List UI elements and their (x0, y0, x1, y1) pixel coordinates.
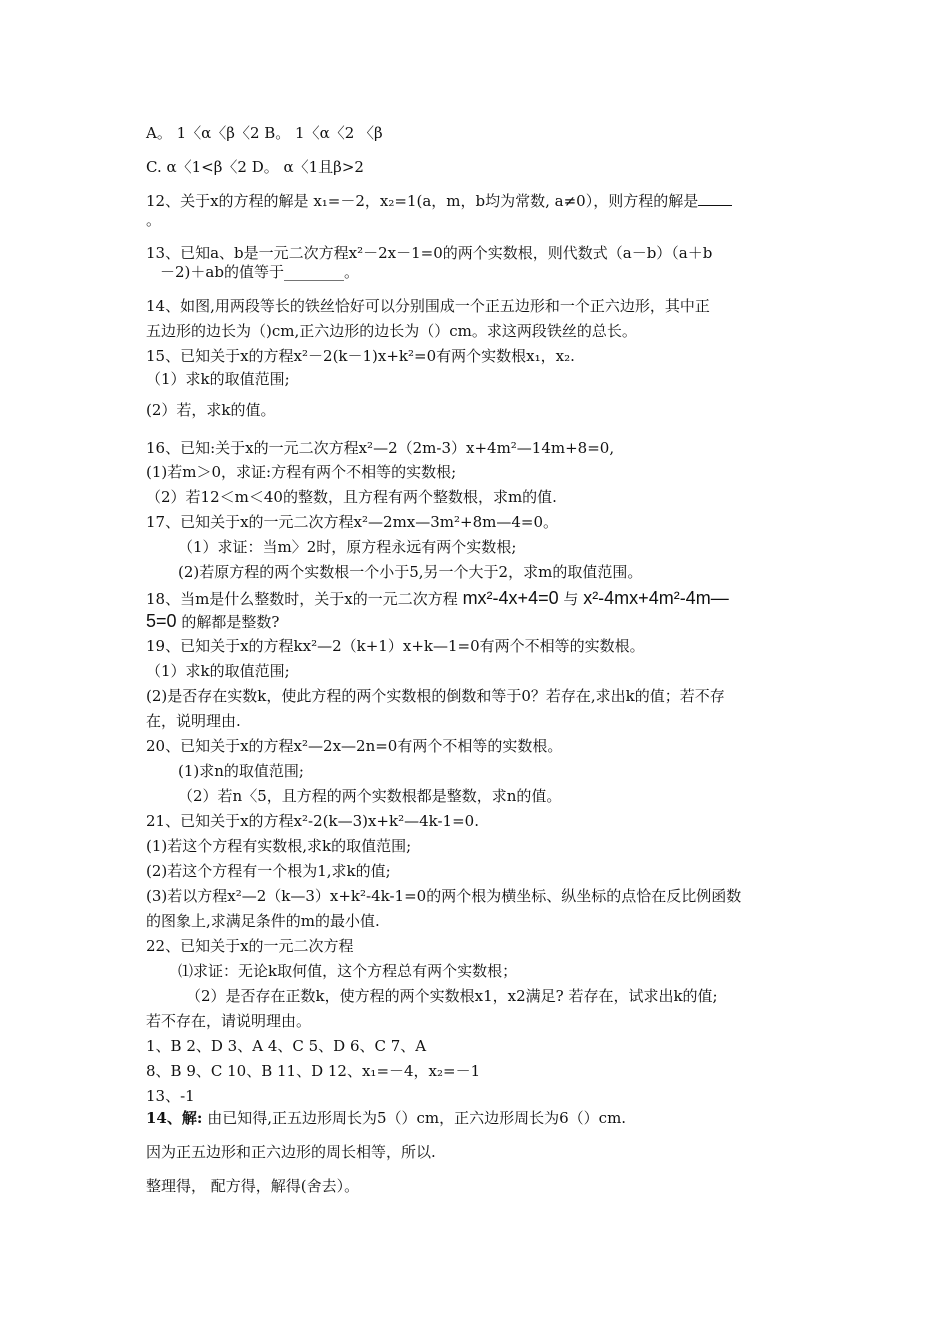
question-18 (146, 588, 729, 609)
question-19: 19、已知关于x的方程kx²—2（k+1）x+k—1=0有两个不相等的实数根。 (146, 637, 645, 655)
question-17-part2: (2)若原方程的两个实数根一个小于5,另一个大于2，求m的取值范围。 (178, 563, 643, 581)
question-21: 21、已知关于x的方程x²-2(k—3)x+k²—4k-1=0. (146, 812, 479, 830)
equation-2: x²-4mx+4m²-4m— (583, 588, 729, 608)
question-17-part1: （1）求证：当m〉2时，原方程永远有两个实数根; (178, 538, 517, 556)
question-18-end: 的解都是整数? (181, 613, 280, 631)
answer-14 (146, 1108, 626, 1128)
question-14: 14、如图,用两段等长的铁丝恰好可以分别围成一个正五边形和一个正六边形，其中正 (146, 297, 710, 315)
question-15-part1: （1）求k的取值范围; (146, 370, 290, 388)
question-18-cont (146, 611, 279, 632)
question-20-part1: (1)求n的取值范围; (178, 762, 304, 780)
question-15-part2: (2）若，求k的值。 (146, 401, 276, 419)
question-13: 13、已知a、b是一元二次方程x²－2x－1=0的两个实数根，则代数式（a－b）（a＋b (146, 244, 713, 262)
question-16-part1: (1)若m＞0，求证:方程有两个不相等的实数根; (146, 463, 457, 481)
equation-1: mx²-4x+4=0 (462, 588, 559, 608)
question-16: 16、已知:关于x的一元二次方程x²—2（2m-3）x+4m²—14m+8=0, (146, 439, 615, 457)
question-21-part1: (1)若这个方程有实数根,求k的取值范围; (146, 837, 412, 855)
question-22-part2-cont: 若不存在，请说明理由。 (146, 1012, 312, 1030)
question-12-text: 12、关于x的方程的解是 x₁=－2，x₂=1(a，m，b均为常数, a≠0），则方程的解是 (146, 192, 699, 210)
question-16-part2: （2）若12＜m＜40的整数，且方程有两个整数根，求m的值. (146, 488, 557, 506)
question-21-part2: (2)若这个方程有一个根为1,求k的值; (146, 862, 391, 880)
question-20-part2: （2）若n〈5，且方程的两个实数根都是整数，求n的值。 (178, 787, 562, 805)
question-21-part3: (3)若以方程x²—2（k—3）x+k²-4k-1=0的两个根为横坐标、纵坐标的点恰在反比例函数 (146, 887, 742, 905)
question-19-part1: （1）求k的取值范围; (146, 662, 290, 680)
equation-2-end: 5=0 (146, 611, 177, 631)
answers-row-1: 1、B 2、D 3、A 4、C 5、D 6、C 7、A (146, 1037, 427, 1055)
answer-13: 13、-1 (146, 1087, 195, 1105)
answers-row-2: 8、B 9、C 10、B 11、D 12、x₁=－4，x₂=－1 (146, 1062, 481, 1080)
question-15: 15、已知关于x的方程x²－2(k－1)x+k²=0有两个实数根x₁，x₂. (146, 347, 575, 365)
question-19-part2: (2)是否存在实数k，使此方程的两个实数根的倒数和等于0？若存在,求出k的值；若不存 (146, 687, 725, 705)
option-line-cd: C. α〈1<β〈2 D。 α〈1且β>2 (146, 158, 364, 176)
question-14-cont: 五边形的边长为（)cm,正六边形的边长为（）cm。求这两段铁丝的总长。 (146, 322, 637, 340)
question-20: 20、已知关于x的方程x²—2x—2n=0有两个不相等的实数根。 (146, 737, 563, 755)
question-12-end: 。 (146, 211, 162, 229)
question-19-part2-cont: 在，说明理由. (146, 712, 241, 730)
question-18-and: 与 (563, 590, 579, 608)
answer-14-text: 由已知得,正五边形周长为5（）cm，正六边形周长为6（）cm. (207, 1109, 627, 1127)
question-22-part2: （2）是否存在正数k，使方程的两个实数根x1，x2满足? 若存在，试求出k的值; (186, 987, 718, 1005)
question-17: 17、已知关于x的一元二次方程x²—2mx—3m²+8m—4=0。 (146, 513, 559, 531)
answer-blank (698, 191, 732, 206)
question-22: 22、已知关于x的一元二次方程 (146, 937, 354, 955)
answer-14-step2: 因为正五边形和正六边形的周长相等，所以. (146, 1143, 436, 1161)
question-12 (146, 191, 732, 211)
answer-14-step3: 整理得， 配方得，解得(舍去）。 (146, 1177, 360, 1195)
question-13-cont: －2)＋ab的值等于________。 (160, 263, 359, 281)
question-22-part1: ⑴求证：无论k取何值，这个方程总有两个实数根； (178, 962, 518, 980)
question-21-part3-cont: 的图象上,求满足条件的m的最小值. (146, 912, 380, 930)
option-line-ab: A。 1〈α〈β〈2 B。 1〈α〈2 〈β (146, 124, 383, 142)
question-18-text: 18、当m是什么整数时，关于x的一元二次方程 (146, 590, 458, 608)
answer-14-label: 14、解: (146, 1109, 203, 1127)
